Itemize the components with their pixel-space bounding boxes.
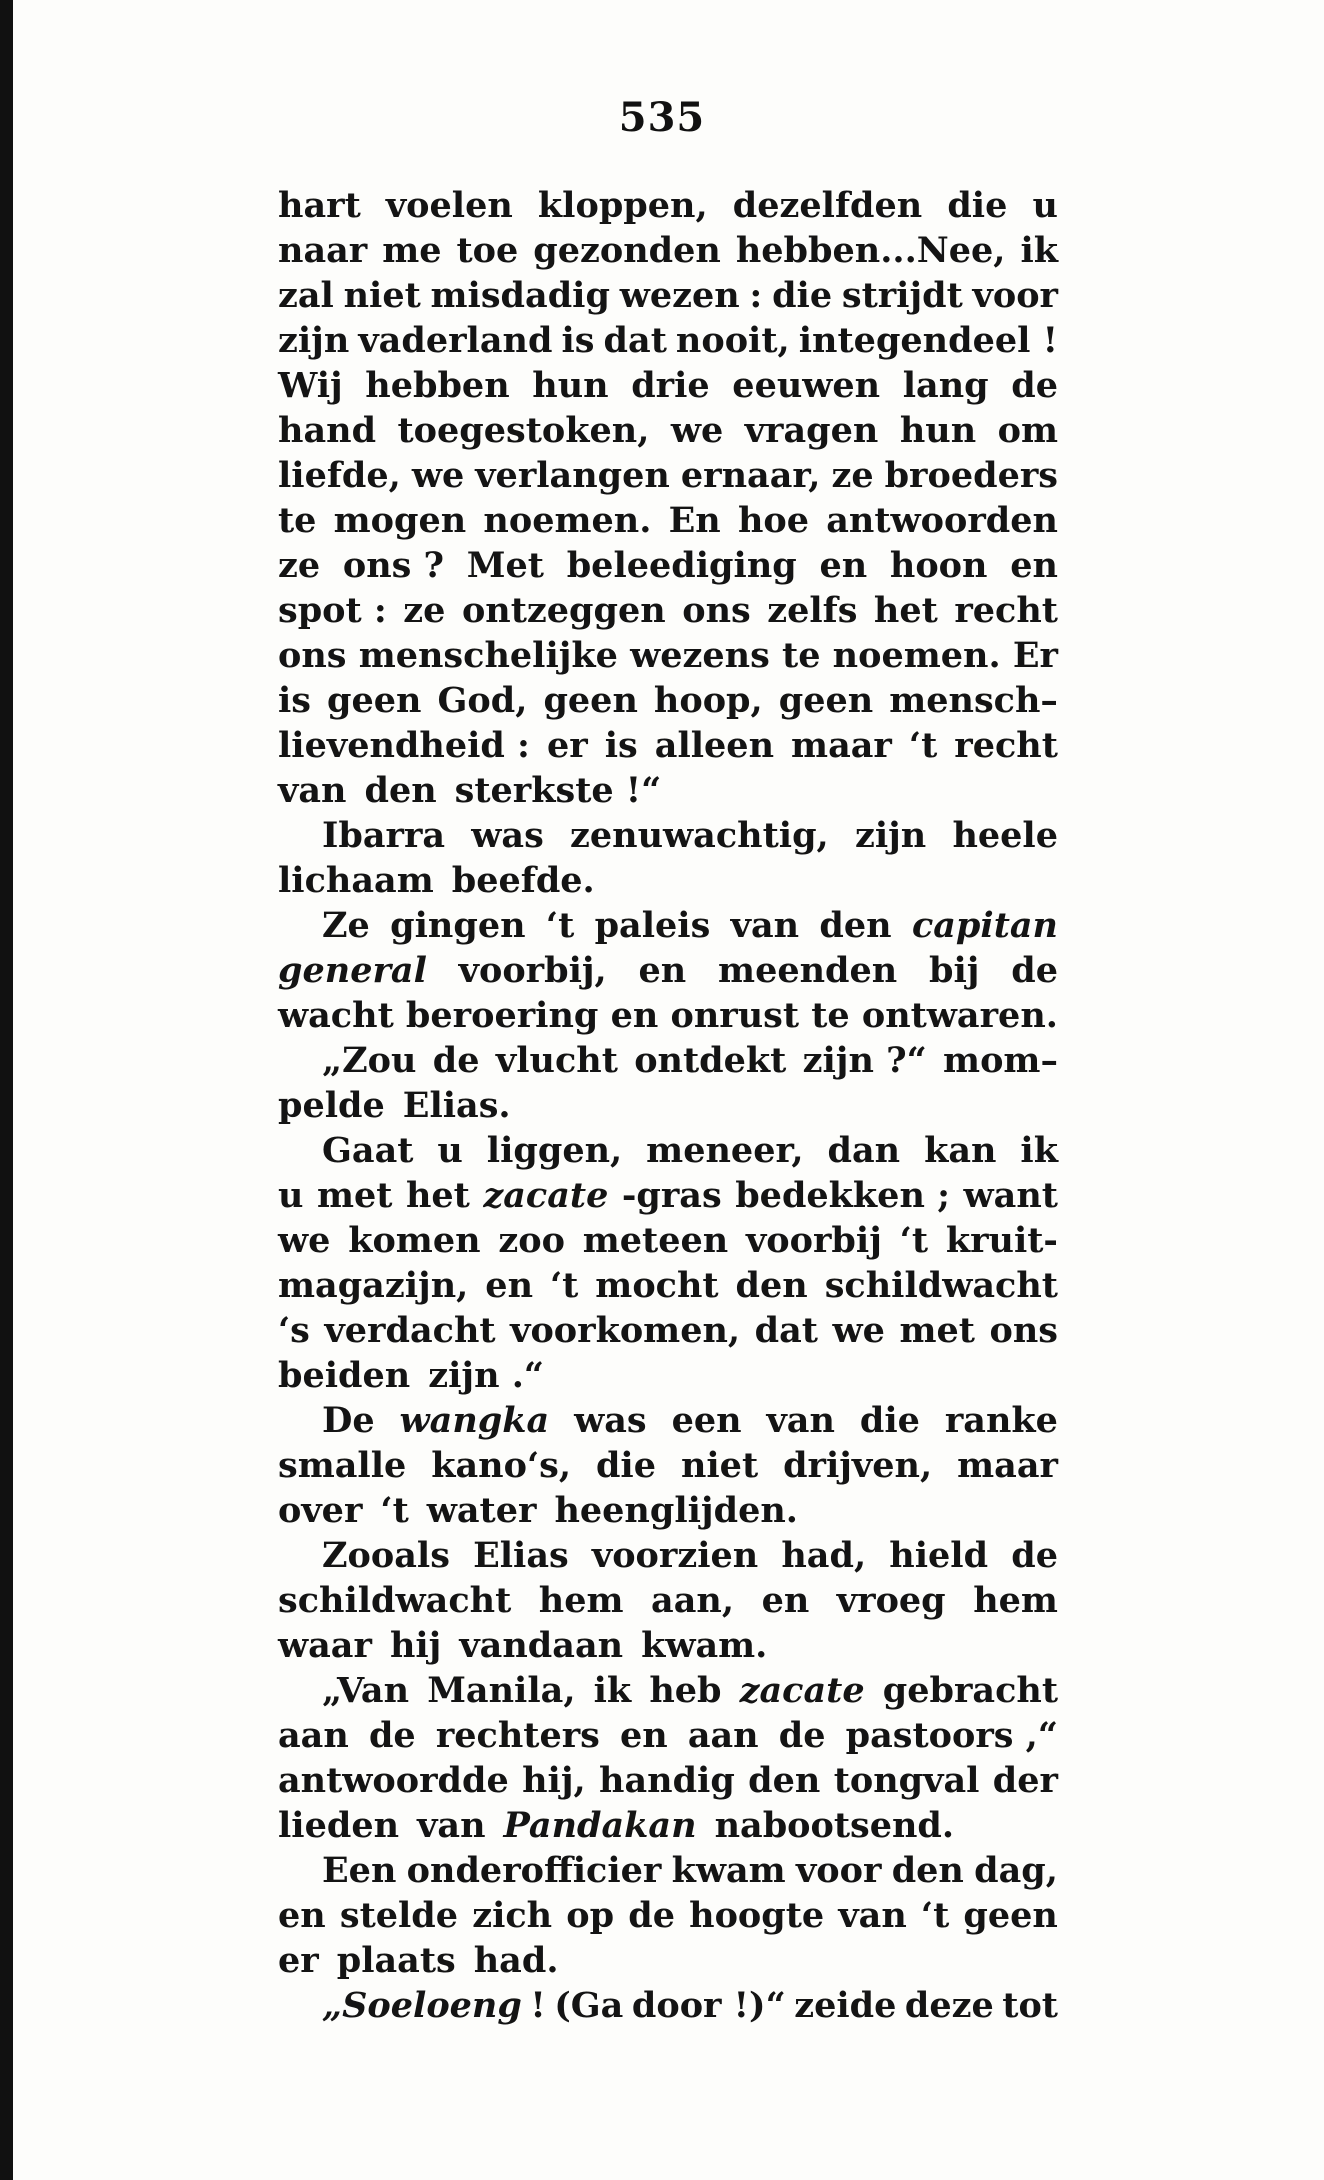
- word: :: [749, 275, 763, 316]
- word: van: [730, 905, 800, 946]
- word: we: [670, 410, 724, 451]
- word: wezen: [619, 275, 740, 316]
- word: en: [619, 1715, 668, 1756]
- word: Elias: [473, 1535, 569, 1576]
- word: u: [278, 1175, 304, 1216]
- word: ons: [278, 635, 347, 676]
- word: paleis: [594, 905, 711, 946]
- word: Met: [466, 545, 544, 586]
- word: van: [838, 1895, 907, 1936]
- word: zenuwachtig,: [570, 815, 829, 856]
- word: smalle: [278, 1445, 407, 1486]
- word: om: [997, 410, 1058, 451]
- word: hoe: [737, 500, 810, 541]
- word: zacate: [483, 1175, 609, 1216]
- word: drijven,: [783, 1445, 933, 1486]
- word: had,: [781, 1535, 867, 1576]
- text-line: [278, 768, 1058, 813]
- word: liefde,: [278, 455, 401, 496]
- word: en: [485, 1265, 534, 1306]
- word: Pandakan: [503, 1805, 697, 1846]
- word: waar: [278, 1625, 372, 1666]
- word: komen: [348, 1220, 481, 1261]
- word: beroering: [405, 995, 599, 1036]
- word: kwam.: [641, 1625, 768, 1666]
- word: vroeg: [836, 1580, 946, 1621]
- word: vragen: [744, 410, 879, 451]
- word: Wij: [278, 365, 343, 406]
- word: mensch–: [889, 680, 1058, 721]
- word: hoogte: [689, 1895, 825, 1936]
- word: bedekken ;: [735, 1175, 951, 1216]
- word: zal: [278, 275, 334, 316]
- word: ik: [593, 1670, 632, 1711]
- text-line: [278, 183, 1058, 228]
- word: geen: [778, 680, 874, 721]
- word: water: [426, 1490, 537, 1531]
- body-text: [278, 183, 1058, 2028]
- word: hij: [389, 1625, 442, 1666]
- text-line: [278, 1893, 1058, 1938]
- word: die: [859, 1400, 920, 1441]
- word: ‘t: [549, 1265, 579, 1306]
- word: was: [574, 1400, 647, 1441]
- word: hoon: [889, 545, 988, 586]
- word: wangka: [399, 1400, 550, 1441]
- word: Manila,: [427, 1670, 576, 1711]
- word: te: [782, 635, 821, 676]
- word: zijn ?“: [802, 1040, 927, 1081]
- word: ons: [682, 590, 751, 631]
- word: dan: [827, 1130, 901, 1171]
- word: lieden: [278, 1805, 400, 1846]
- word: aan: [278, 1715, 349, 1756]
- word: kloppen,: [537, 185, 708, 226]
- word: mogen: [333, 500, 467, 541]
- word: mocht: [595, 1265, 719, 1306]
- word: ‘s: [278, 1310, 310, 1351]
- word: en: [819, 545, 868, 586]
- word: toe: [456, 230, 519, 271]
- text-line: [278, 948, 1058, 993]
- word: ‘t: [920, 1895, 950, 1936]
- word: zeide: [794, 1985, 897, 2026]
- text-line: [278, 1443, 1058, 1488]
- text-line: [278, 1983, 1058, 2028]
- text-line: [278, 813, 1058, 858]
- word: want: [963, 1175, 1058, 1216]
- word: hun: [899, 410, 977, 451]
- word: voorkomen,: [510, 1310, 741, 1351]
- text-line: [278, 1128, 1058, 1173]
- word: onderofficier: [406, 1850, 662, 1891]
- text-line: [278, 588, 1058, 633]
- text-line: [278, 1668, 1058, 1713]
- word: dat: [603, 320, 667, 361]
- text-line: [278, 903, 1058, 948]
- word: had.: [473, 1940, 559, 1981]
- word: hun: [532, 365, 609, 406]
- word: bij: [929, 950, 980, 991]
- word: voorzien: [591, 1535, 759, 1576]
- word: rechters: [435, 1715, 600, 1756]
- word: lichaam: [278, 860, 434, 901]
- word: plaats: [336, 1940, 456, 1981]
- word: sterkste !“: [454, 770, 662, 811]
- word: God,: [437, 680, 528, 721]
- text-line: [278, 1083, 1058, 1128]
- text-line: [278, 678, 1058, 723]
- word: maar: [791, 725, 892, 766]
- word: van: [278, 770, 347, 811]
- word: meteen: [582, 1220, 729, 1261]
- text-line: [278, 1308, 1058, 1353]
- word: den: [735, 1265, 808, 1306]
- word: strijdt: [841, 275, 963, 316]
- word: ontwaren.: [861, 995, 1058, 1036]
- word: aan,: [651, 1580, 735, 1621]
- word: er: [278, 1940, 319, 1981]
- text-line: [278, 723, 1058, 768]
- word: ze: [831, 455, 874, 496]
- word: den: [891, 1850, 964, 1891]
- word: dag,: [974, 1850, 1058, 1891]
- word: liggen,: [486, 1130, 623, 1171]
- word: naar: [278, 230, 368, 271]
- text-line: [278, 858, 1058, 903]
- word: ranke: [944, 1400, 1058, 1441]
- word: de: [778, 1715, 826, 1756]
- word: den: [364, 770, 437, 811]
- word: noemen.: [832, 635, 1001, 676]
- word: hand: [278, 410, 377, 451]
- word: Elias.: [402, 1085, 511, 1126]
- word: wezens: [630, 635, 770, 676]
- word: dat: [754, 1310, 818, 1351]
- word: ernaar,: [680, 455, 821, 496]
- word: deze: [904, 1985, 994, 2026]
- word: schildwacht: [278, 1580, 512, 1621]
- word: ons: [989, 1310, 1058, 1351]
- word: en: [761, 1580, 810, 1621]
- word: we: [832, 1310, 885, 1351]
- text-line: [278, 318, 1058, 363]
- word: over: [278, 1490, 363, 1531]
- word: van: [766, 1400, 835, 1441]
- text-line: [278, 1038, 1058, 1083]
- word: niet: [343, 275, 421, 316]
- text-line: [278, 1353, 1058, 1398]
- word: voor: [795, 1850, 882, 1891]
- word: ze: [403, 590, 446, 631]
- word: gingen: [390, 905, 526, 946]
- word: hield: [889, 1535, 989, 1576]
- word: Een: [322, 1850, 397, 1891]
- word: zelfs: [767, 590, 858, 631]
- word: gezonden: [533, 230, 721, 271]
- word: -gras: [621, 1175, 722, 1216]
- word: ze: [278, 545, 321, 586]
- word: niet: [680, 1445, 759, 1486]
- word: Ze: [322, 905, 370, 946]
- word: voorbij,: [458, 950, 607, 991]
- word: wacht: [278, 995, 394, 1036]
- word: en: [610, 995, 659, 1036]
- word: voelen: [385, 185, 513, 226]
- word: der: [992, 1760, 1058, 1801]
- word: den: [819, 905, 892, 946]
- word: kwam: [671, 1850, 786, 1891]
- word: schildwacht: [824, 1265, 1058, 1306]
- word: dezelfden: [732, 185, 923, 226]
- word: antwoorden: [826, 500, 1058, 541]
- word: met: [899, 1310, 975, 1351]
- word: hebben...Nee,: [735, 230, 1006, 271]
- word: is: [278, 680, 312, 721]
- word: voor: [972, 275, 1058, 316]
- word: is: [561, 320, 595, 361]
- word: „Soeloeng: [322, 1985, 522, 2026]
- text-line: [278, 1803, 1058, 1848]
- page-edge-shadow: [0, 0, 13, 2180]
- text-line: [278, 1398, 1058, 1443]
- word: alleen: [654, 725, 775, 766]
- word: ik: [1020, 1130, 1058, 1171]
- word: meenden: [718, 950, 898, 991]
- word: vlucht: [495, 1040, 618, 1081]
- text-line: [278, 453, 1058, 498]
- word: de: [628, 1895, 675, 1936]
- word: we: [278, 1220, 331, 1261]
- text-line: [278, 1623, 1058, 1668]
- word: tongval: [833, 1760, 980, 1801]
- word: hart: [278, 185, 361, 226]
- word: van: [417, 1805, 486, 1846]
- word: hem: [973, 1580, 1058, 1621]
- word: beleediging: [566, 545, 797, 586]
- word: meneer,: [646, 1130, 804, 1171]
- text-line: [278, 1938, 1058, 1983]
- word: beefde.: [451, 860, 595, 901]
- text-line: [278, 228, 1058, 273]
- word: ons ?: [342, 545, 445, 586]
- word: ontdekt: [634, 1040, 787, 1081]
- word: (Ga: [554, 1985, 624, 2026]
- word: het: [873, 590, 938, 631]
- word: recht: [954, 590, 1058, 631]
- text-line: [278, 408, 1058, 453]
- word: ontzeggen: [461, 590, 666, 631]
- word: nabootsend.: [714, 1805, 955, 1846]
- word: en: [1010, 545, 1058, 586]
- word: kan: [924, 1130, 997, 1171]
- word: mom–: [943, 1040, 1058, 1081]
- word: hij,: [522, 1760, 586, 1801]
- word: Er: [1012, 635, 1058, 676]
- word: hebben: [365, 365, 510, 406]
- word: zoo: [498, 1220, 565, 1261]
- word: kruit-: [945, 1220, 1058, 1261]
- text-line: [278, 1848, 1058, 1893]
- word: noemen.: [483, 500, 652, 541]
- text-line: [278, 273, 1058, 318]
- word: de: [1011, 365, 1058, 406]
- word: me: [382, 230, 442, 271]
- text-line: [278, 1173, 1058, 1218]
- word: spot :: [278, 590, 387, 631]
- word: zijn .“: [428, 1355, 545, 1396]
- word: hoop,: [653, 680, 763, 721]
- word: En: [668, 500, 721, 541]
- word: ‘t: [380, 1490, 409, 1531]
- word: het: [405, 1175, 470, 1216]
- word: er: [547, 725, 588, 766]
- word: de: [368, 1715, 416, 1756]
- word: u: [437, 1130, 463, 1171]
- word: zacate: [739, 1670, 865, 1711]
- word: zijn: [854, 815, 927, 856]
- word: door !)“: [631, 1985, 786, 2026]
- word: „Zou: [322, 1040, 417, 1081]
- word: maar: [957, 1445, 1058, 1486]
- word: Gaat: [322, 1130, 414, 1171]
- word: capitan: [911, 905, 1058, 946]
- word: geen: [963, 1895, 1058, 1936]
- word: de: [1011, 950, 1058, 991]
- word: is: [604, 725, 638, 766]
- word: en: [278, 1895, 326, 1936]
- text-line: [278, 993, 1058, 1038]
- word: met: [316, 1175, 393, 1216]
- word: onrust: [670, 995, 800, 1036]
- word: te: [811, 995, 850, 1036]
- word: die: [947, 185, 1008, 226]
- word: De: [322, 1400, 375, 1441]
- text-line: [278, 498, 1058, 543]
- word: u: [1032, 185, 1058, 226]
- word: general: [278, 950, 427, 991]
- word: en: [638, 950, 687, 991]
- word: ‘t: [899, 1220, 929, 1261]
- word: heele: [952, 815, 1058, 856]
- word: heenglijden.: [554, 1490, 798, 1531]
- word: die: [772, 275, 833, 316]
- word: was: [471, 815, 544, 856]
- word: pastoors ,“: [845, 1715, 1058, 1756]
- word: de: [1011, 1535, 1058, 1576]
- text-line: [278, 1263, 1058, 1308]
- word: zich: [472, 1895, 553, 1936]
- word: magazijn,: [278, 1265, 469, 1306]
- word: kano‘s,: [431, 1445, 572, 1486]
- word: we: [411, 455, 465, 496]
- word: eeuwen: [732, 365, 881, 406]
- word: broeders: [884, 455, 1058, 496]
- word: Zooals: [322, 1535, 450, 1576]
- word: !: [530, 1985, 546, 2026]
- text-line: [278, 363, 1058, 408]
- word: voorbij: [745, 1220, 882, 1261]
- word: stelde: [339, 1895, 459, 1936]
- word: de: [432, 1040, 480, 1081]
- word: vandaan: [459, 1625, 624, 1666]
- word: recht: [954, 725, 1058, 766]
- word: integendeel !: [798, 320, 1058, 361]
- word: ik: [1020, 230, 1058, 271]
- word: geen: [543, 680, 638, 721]
- word: menschelijke: [358, 635, 618, 676]
- word: een: [671, 1400, 742, 1441]
- word: lievendheid :: [278, 725, 530, 766]
- text-line: [278, 1758, 1058, 1803]
- word: Ibarra: [322, 815, 446, 856]
- word: die: [595, 1445, 656, 1486]
- text-line: [278, 1578, 1058, 1623]
- word: pelde: [278, 1085, 385, 1126]
- word: beiden: [278, 1355, 411, 1396]
- word: te: [278, 500, 317, 541]
- word: vaderland: [358, 320, 553, 361]
- word: handig: [599, 1760, 735, 1801]
- word: drie: [631, 365, 710, 406]
- text-line: [278, 1533, 1058, 1578]
- word: aan: [687, 1715, 759, 1756]
- word: „Van: [322, 1670, 410, 1711]
- text-line: [278, 1713, 1058, 1758]
- word: zijn: [278, 320, 350, 361]
- word: verlangen: [475, 455, 670, 496]
- text-line: [278, 1488, 1058, 1533]
- word: ‘t: [908, 725, 938, 766]
- word: misdadig: [430, 275, 610, 316]
- word: tot: [1002, 1985, 1058, 2026]
- text-line: [278, 543, 1058, 588]
- text-line: [278, 1218, 1058, 1263]
- word: toegestoken,: [397, 410, 650, 451]
- word: verdacht: [324, 1310, 496, 1351]
- word: hem: [538, 1580, 624, 1621]
- word: ‘t: [545, 905, 575, 946]
- word: nooit,: [675, 320, 790, 361]
- page-number: 535: [618, 94, 706, 141]
- word: geen: [327, 680, 422, 721]
- word: gebracht: [882, 1670, 1058, 1711]
- word: den: [748, 1760, 821, 1801]
- text-line: [278, 633, 1058, 678]
- word: antwoordde: [278, 1760, 509, 1801]
- word: lang: [902, 365, 989, 406]
- word: op: [566, 1895, 615, 1936]
- word: heb: [649, 1670, 722, 1711]
